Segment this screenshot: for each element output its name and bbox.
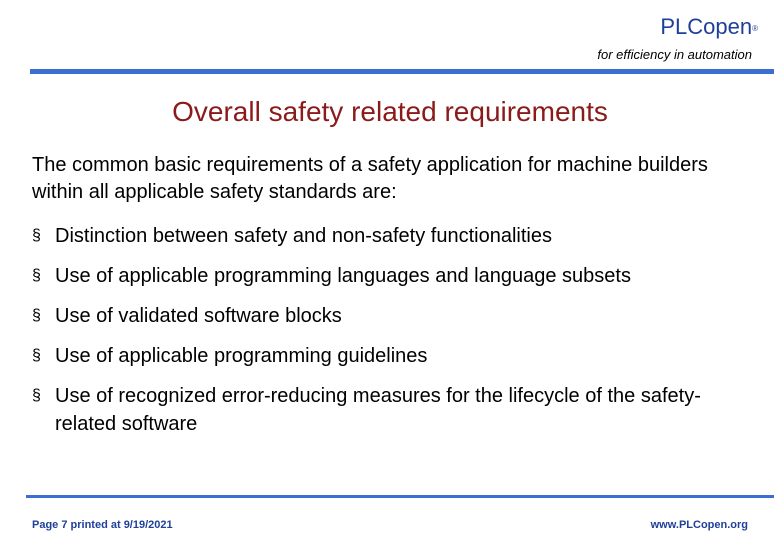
list-item-text: Use of applicable programming languages and language subsets [55,265,631,287]
plcopen-logo [660,14,758,40]
bullet-icon: § [32,347,41,364]
list-item [32,302,747,330]
footer-divider [26,495,774,498]
list-item-text: Distinction between safety and non-safety functionalities [55,225,552,247]
list-item [32,382,747,438]
page-info: Page 7 printed at 9/19/2021 [32,519,173,531]
list-item-text: Use of recognized error-reducing measures for the lifecycle of the safety-related software [55,385,701,435]
bullet-icon: § [32,387,41,404]
registered-mark: ® [752,24,758,33]
tagline: for efficiency in automation [597,47,752,62]
list-item [32,262,747,290]
bullet-icon: § [32,267,41,284]
list-item-text: Use of validated software blocks [55,305,342,327]
requirements-list [32,222,747,450]
intro-paragraph: The common basic requirements of a safety application for machine builders within all applicable safety standards are: [32,154,708,203]
header-divider [30,69,774,74]
bullet-icon: § [32,227,41,244]
list-item-text: Use of applicable programming guidelines [55,345,428,367]
list-item [32,222,747,250]
website-link[interactable]: www.PLCopen.org [650,519,748,531]
logo-text: PLCopen [660,14,753,39]
slide-title: Overall safety related requirements [172,96,608,127]
list-item [32,342,747,370]
bullet-icon: § [32,307,41,324]
